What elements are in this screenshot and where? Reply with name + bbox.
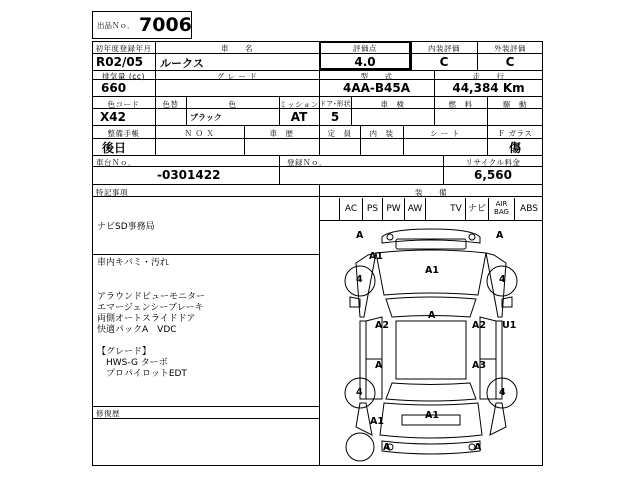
label-capacity: 定 員 — [327, 129, 352, 138]
note-line: エマージェンシーブレーキ — [97, 303, 204, 313]
note-line: プロパイロットEDT — [97, 369, 187, 379]
note-line: 両側オートスライドドア — [97, 314, 196, 324]
label-transmission: ミッション — [279, 100, 319, 109]
mileage: 44,384 Km — [452, 81, 525, 95]
note-line: HWS-G ターボ — [97, 358, 168, 368]
label-f-glass: Ｆ ガラス — [497, 129, 533, 138]
label-score: 評価点 — [353, 44, 377, 53]
label-interior: 内装評価 — [428, 44, 460, 53]
label-inspection: 車 検 — [380, 100, 405, 109]
equip-tv: TV — [447, 198, 466, 220]
damage-code: 4 — [499, 274, 506, 285]
damage-code: A — [474, 442, 482, 453]
label-fuel: 燃 料 — [448, 100, 473, 109]
damage-code: A — [375, 360, 383, 371]
damage-code: A1 — [370, 416, 384, 427]
lot-number: 7006 — [139, 14, 192, 36]
label-grade: グ レ ー ド — [216, 72, 258, 81]
score: 4.0 — [354, 55, 376, 69]
label-color-code: 色コード — [107, 100, 140, 109]
color: ブラック — [190, 113, 222, 122]
equip-pw: PW — [383, 198, 405, 220]
label-reg-date: 初年度登録年月 — [95, 44, 152, 53]
equip-aw: AW — [405, 198, 426, 220]
note-line: 車内キバミ・汚れ — [97, 258, 170, 268]
recycle-fee: 6,560 — [474, 168, 512, 182]
doors: 5 — [330, 110, 340, 124]
color-code: X42 — [100, 110, 126, 124]
note-line: 【グレード】 — [97, 347, 152, 357]
chassis-no: -0301422 — [157, 168, 221, 182]
damage-code: 4 — [356, 387, 363, 398]
label-car-name: 車 名 — [221, 44, 253, 53]
displacement: 660 — [101, 81, 127, 95]
interior-grade: C — [439, 55, 449, 69]
damage-code: A1 — [369, 251, 383, 262]
label-chassis: 車台Ｎｏ． — [96, 158, 136, 167]
f-glass: 傷 — [508, 141, 521, 155]
label-equipment: 装 備 — [415, 188, 447, 197]
label-recycle: リサイクル料金 — [465, 158, 521, 167]
damage-code: 4 — [356, 274, 363, 285]
damage-code: A3 — [472, 360, 486, 371]
note-line: アラウンドビューモニター — [97, 292, 206, 302]
note-line: ナビSD事務局 — [97, 222, 155, 232]
equip-abs: ABS — [520, 204, 538, 214]
label-drive: 駆 動 — [503, 100, 527, 109]
damage-code: A1 — [425, 410, 439, 421]
label-nox: Ｎ Ｏ Ｘ — [184, 129, 215, 138]
equip-navi: ナビ — [466, 198, 489, 220]
label-displacement: 排気量 (cc) — [102, 72, 145, 81]
model-code: 4AA-B45A — [342, 81, 411, 95]
car-damage-diagram — [320, 221, 542, 465]
damage-code: A2 — [472, 320, 486, 331]
damage-code: A2 — [375, 320, 389, 331]
label-history: 車 歴 — [269, 129, 294, 138]
equip-ac: AC — [340, 198, 363, 220]
equip-ps: PS — [363, 198, 383, 220]
lot-label: 出品Ｎｏ． — [97, 21, 135, 30]
damage-code: A — [496, 230, 504, 241]
service-book: 後日 — [102, 141, 127, 155]
label-seat: シ ー ト — [430, 129, 460, 138]
label-color: 色 — [228, 100, 237, 109]
exterior-grade: C — [505, 55, 515, 69]
label-interior-eq: 内 装 — [369, 129, 394, 138]
label-doors: ドア･形状 — [319, 100, 351, 108]
lot-box — [92, 11, 192, 39]
damage-code: A1 — [425, 265, 439, 276]
damage-code: A — [383, 442, 391, 453]
label-color-change: 色替 — [162, 100, 179, 109]
equipment-row — [339, 198, 544, 220]
label-repair-history: 修復歴 — [96, 409, 120, 418]
label-exterior: 外装評価 — [494, 44, 526, 53]
damage-code: 4 — [499, 387, 506, 398]
damage-code: A — [428, 310, 436, 321]
label-service-book: 整備手帳 — [107, 129, 140, 138]
damage-code: A — [356, 230, 364, 241]
equip-airbag: AIR BAG — [489, 198, 515, 220]
note-line: 快適パックA VDC — [97, 325, 177, 335]
label-reg-no: 登録Ｎｏ． — [287, 158, 327, 167]
transmission: AT — [290, 110, 308, 124]
label-notes: 特記事項 — [96, 188, 128, 197]
damage-code: U1 — [502, 320, 517, 331]
reg-date: R02/05 — [96, 55, 144, 69]
label-mileage: 走 行 — [472, 72, 505, 81]
label-model-code: 型 式 — [360, 72, 393, 81]
car-name: ルークス — [160, 57, 204, 70]
